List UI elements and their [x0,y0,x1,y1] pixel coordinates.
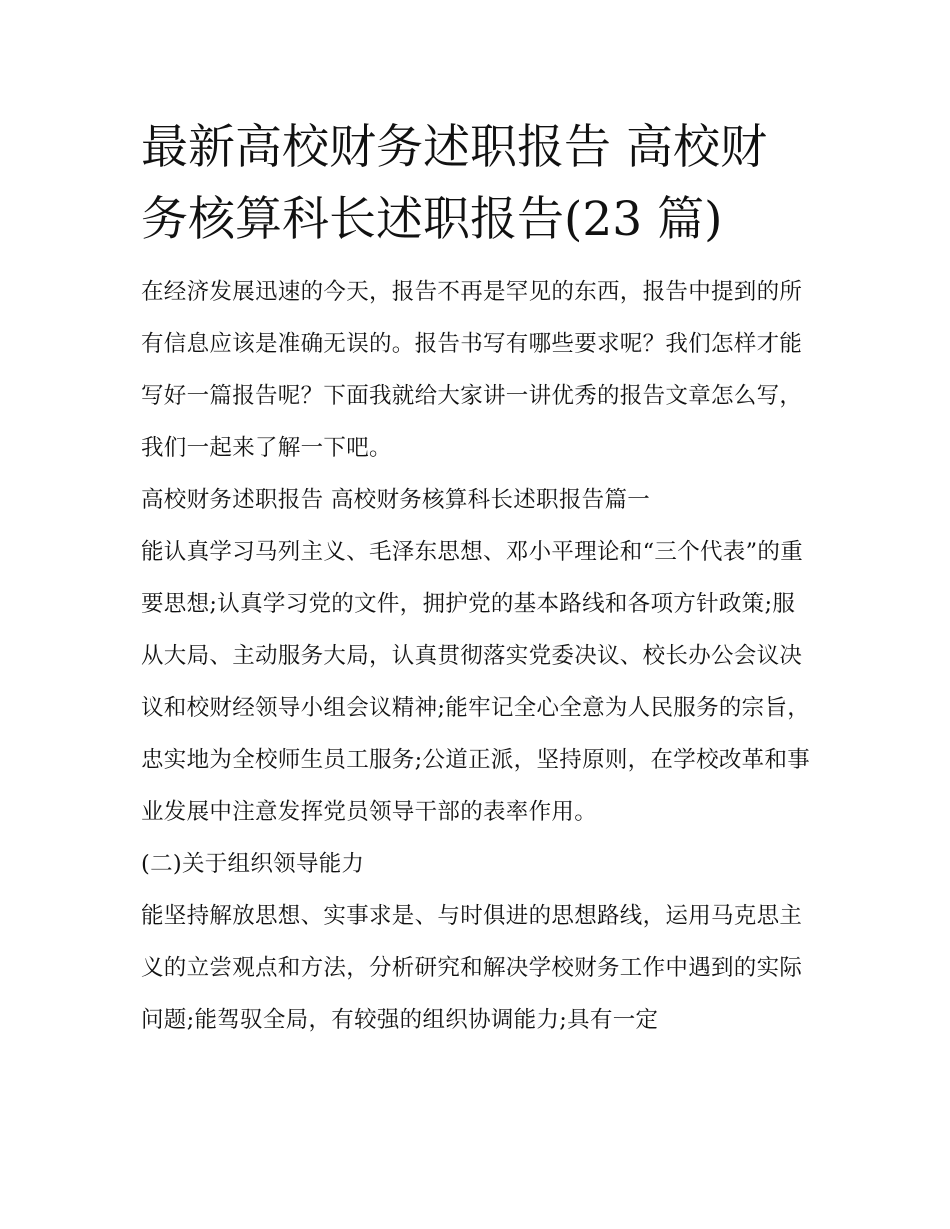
body-paragraph: 能认真学习马列主义、毛泽东思想、邓小平理论和“三个代表”的重要思想;认真学习党的文件，拥护党的基本路线和各项方针政策;服从大局、主动服务大局，认真贯彻落实党委决议、校长办公会议决议和校财经领导小组会议精神;能牢记全心全意为人民服务的宗旨，忠实地为全校师生员工服务;公道正派，坚持原则，在学校改革和事业发展中注意发挥党员领导干部的表率作用。 [141,539,811,825]
section-heading: 高校财务述职报告 高校财务核算科长述职报告篇一 [141,487,651,513]
intro-paragraph: 在经济发展迅速的今天，报告不再是罕见的东西，报告中提到的所有信息应该是准确无误的。报告书写有哪些要求呢？我们怎样才能写好一篇报告呢？下面我就给大家讲一讲优秀的报告文章怎么写，我们一起来了解一下吧。 [141,279,803,461]
document-title: 最新高校财务述职报告 高校财务核算科长述职报告(23 篇) [141,120,767,247]
document-page [141,112,813,1046]
body-paragraph: 能坚持解放思想、实事求是、与时俱进的思想路线，运用马克思主义的立尝观点和方法，分析研究和解决学校财务工作中遇到的实际问题;能驾驭全局，有较强的组织协调能力;具有一定 [141,903,803,1033]
subsection-heading: (二)关于组织领导能力 [141,851,365,877]
